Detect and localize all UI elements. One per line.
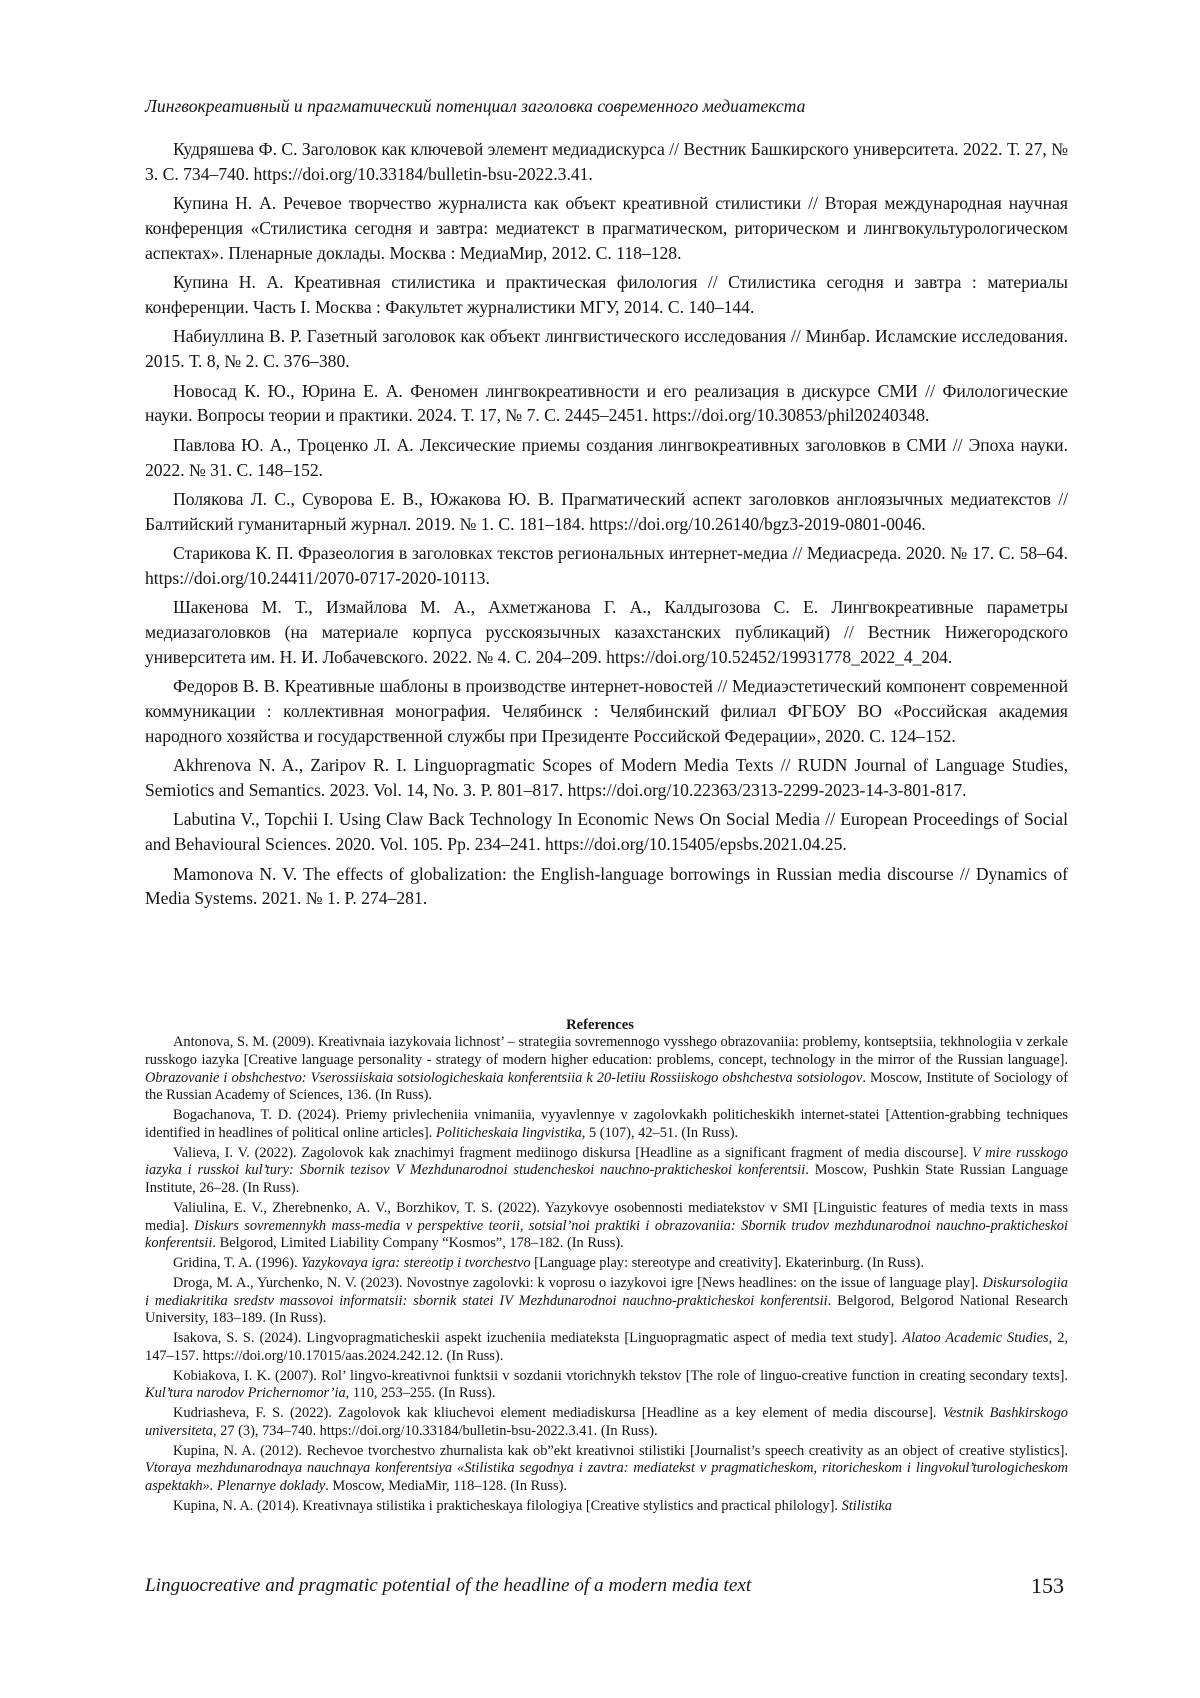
reference-text: Kobiakova, I. K. (2007). Rol’ lingvo-kreativnoi funktsii v sozdanii vtorichnykh tekstov [The role of linguo-creative function in creating secondary texts]. (173, 1367, 1068, 1384)
reference-source-title: Diskurs sovremennykh mass-media v perspektive teorii, sotsial’noi praktiki i obrazovaniia: Sbornik trudov mezhdunarodnoi nauchno-prakticheskoi konferentsii (145, 1217, 1068, 1252)
page-number: 153 (1031, 1573, 1064, 1598)
reference-item (145, 1330, 1068, 1366)
reference-text: , 27 (3), 734–740. https://doi.org/10.33184/bulletin-bsu-2022.3.41. (In Russ). (212, 1422, 658, 1439)
reference-item: Купина Н. А. Креативная стилистика и практическая филология // Стилистика сегодня и завтра : материалы конференции. Часть I. Москва : Факультет журналистики МГУ, 2014. С. 140–144. (145, 272, 1068, 317)
reference-source-title: Stilistika (841, 1497, 892, 1514)
reference-item: Федоров В. В. Креативные шаблоны в производстве интернет-новостей // Медиаэстетический компонент современной коммуникации : коллективная монография. Челябинск : Челябинский филиал ФГБОУ ВО «Российская академия народного хозяйства и государственной службы при Президенте Российской Федерации», 2020. С. 124–152. (145, 676, 1068, 746)
reference-text: . Belgorod, Belgorod National Research University, 183–189. (In Russ). (145, 1292, 1068, 1327)
reference-item: Шакенова М. Т., Измайлова М. А., Ахметжанова Г. А., Калдыгозова С. Е. Лингвокреативные параметры медиазаголовков (на материале корпуса русскоязычных казахстанских публикаций) // Вестник Нижегородского университета им. Н. И. Лобачевского. 2022. № 4. С. 204–209. https://doi.org/10.52452/19931778_2022_4_204. (145, 597, 1068, 667)
reference-item (145, 1405, 1068, 1441)
reference-text: Antonova, S. M. (2009). Kreativnaia iazykovaia lichnost’ – strategiia sovremennogo vysshego obrazovaniia: problemy, kontseptsiia, tekhnologiia v zerkale russkogo iazyka [Creative language personality - strategy of modern higher education: problems, concept, technology in the mirror of the Russian language]. (145, 1034, 1068, 1068)
reference-item (145, 1034, 1068, 1105)
reference-text: Valiulina, E. V., Zherebnenko, A. V., Borzhikov, T. S. (2022). Yazykovye osobennosti mediatekstov v SMI [Linguistic features of media texts in mass media]. (145, 1199, 1068, 1234)
reference-item: Набиуллина В. Р. Газетный заголовок как объект лингвистического исследования // Минбар. Исламские исследования. 2015. Т. 8, № 2. С. 376–380. (145, 326, 1068, 372)
reference-item (145, 1498, 1068, 1516)
reference-source-title: Diskursologiia i mediakritika sredstv massovoi informatsii: sbornik statei IV Mezhdunarodnoi nauchno-prakticheskoi konferentsii (145, 1274, 1068, 1309)
reference-text: Droga, M. A., Yurchenko, N. V. (2023). Novostnye zagolovki: k voprosu o iazykovoi igre [News headlines: on the issue of language play]. (173, 1274, 983, 1291)
reference-item: Старикова К. П. Фразеология в заголовках текстов региональных интернет-медиа // Медиасреда. 2020. № 17. С. 58–64. https://doi.org/10.24411/2070-0717-2020-10113. (145, 543, 1068, 588)
running-footer: Linguocreative and pragmatic potential of the headline of a modern media text (145, 1575, 752, 1596)
references-heading: References (566, 1017, 634, 1033)
russian-reference-list (145, 137, 1068, 916)
reference-text: . Moscow, Pushkin State Russian Language Institute, 26–28. (In Russ). (145, 1162, 1068, 1197)
reference-item: Akhrenova N. A., Zaripov R. I. Linguopragmatic Scopes of Modern Media Texts // RUDN Journal of Language Studies, Semiotics and Semantics. 2023. Vol. 14, No. 3. P. 801–817. https://doi.org/10.22363/2313-2299-2023-14-3-801-817. (145, 755, 1068, 801)
reference-text: Bogachanova, T. D. (2024). Priemy privlecheniia vnimaniia, vyyavlennye v zagolovkakh politicheskikh internet-statei [Attention-grabbing techniques identified in headlines of political online articles]. (145, 1107, 1068, 1141)
reference-text: [Language play: stereotype and creativity]. Ekaterinburg. (In Russ). (530, 1255, 924, 1272)
reference-item: Полякова Л. С., Суворова Е. В., Южакова Ю. В. Прагматический аспект заголовков англоязычных медиатекстов // Балтийский гуманитарный журнал. 2019. № 1. С. 181–184. https://doi.org/10.26140/bgz3-2019-0801-0046. (145, 488, 1068, 534)
english-reference-list (145, 1034, 1068, 1518)
reference-source-title: Kul’tura narodov Prichernomor’ia (145, 1385, 346, 1402)
reference-text: Kupina, N. A. (2014). Kreativnaya stilistika i prakticheskaya filologiya [Creative stylistics and practical philology]. (173, 1497, 842, 1514)
reference-text: Valieva, I. V. (2022). Zagolovok kak znachimyi fragment mediinogo diskursa [Headline as a significant fragment of media discourse]. (173, 1144, 972, 1161)
reference-text: , 2, 147–157. https://doi.org/10.17015/aas.2024.242.12. (In Russ). (145, 1330, 1068, 1364)
reference-item: Labutina V., Topchii I. Using Claw Back Technology In Economic News On Social Media // European Proceedings of Social and Behavioural Sciences. 2020. Vol. 105. Pp. 234–241. https://doi.org/10.15405/epsbs.2021.04.25. (145, 809, 1068, 855)
reference-source-title: V mire russkogo iazyka i russkoi kul’tury: Sbornik tezisov V Mezhdunarodnoi studencheskoi nauchno-prakticheskoi konferentsii (145, 1144, 1068, 1179)
reference-item (145, 1443, 1068, 1496)
reference-item (145, 1275, 1068, 1328)
reference-item (145, 1145, 1068, 1198)
reference-text: Kudriasheva, F. S. (2022). Zagolovok kak kliuchevoi element mediadiskursa [Headline as a key element of media discourse]. (173, 1405, 943, 1422)
reference-text: . Belgorod, Limited Liability Company “Kosmos”, 178–182. (In Russ). (212, 1235, 624, 1252)
reference-item: Новосад К. Ю., Юрина Е. А. Феномен лингвокреативности и его реализация в дискурсе СМИ // Филологические науки. Вопросы теории и практики. 2024. Т. 17, № 7. С. 2445–2451. https://doi.org/10.30853/phil20240348. (145, 380, 1068, 426)
reference-source-title: Alatoo Academic Studies (902, 1330, 1049, 1347)
reference-item (145, 1255, 1068, 1273)
reference-source-title: Politicheskaia lingvistika (435, 1124, 582, 1141)
reference-source-title: Vestnik Bashkirskogo universiteta (145, 1405, 1068, 1439)
reference-source-title: Obrazovanie i obshchestvo: Vserossiiskaia sotsiologicheskaia konferentsiia k 20-letiiu Rossiiskogo obshchestva sotsiologov (145, 1069, 863, 1086)
reference-item (145, 1368, 1068, 1404)
reference-text: , 110, 253–255. (In Russ). (345, 1385, 496, 1402)
reference-text: . Moscow, Institute of Sociology of the Russian Academy of Sciences, 136. (In Russ). (145, 1069, 1068, 1104)
reference-text: Kupina, N. A. (2012). Rechevoe tvorchestvo zhurnalista kak ob”ekt kreativnoi stilistiki [Journalist’s speech creativity as an object of creative stylistics]. (173, 1442, 1068, 1459)
reference-item: Купина Н. А. Речевое творчество журналиста как объект креативной стилистики // Вторая международная научная конференция «Стилистика сегодня и завтра: медиатекст в прагматическом, риторическом и лингвокультурологическом аспектах». Пленарные доклады. Москва : МедиаМир, 2012. С. 118–128. (145, 193, 1068, 263)
reference-text: . Moscow, MediaMir, 118–128. (In Russ). (325, 1478, 568, 1495)
reference-item: Павлова Ю. А., Троценко Л. А. Лексические приемы создания лингвокреативных заголовков в СМИ // Эпоха науки. 2022. № 31. С. 148–152. (145, 434, 1068, 480)
reference-text: , 5 (107), 42–51. (In Russ). (581, 1124, 739, 1141)
reference-text: Gridina, T. A. (1996). (173, 1255, 302, 1272)
reference-item: Mamonova N. V. The effects of globalization: the English-language borrowings in Russian media discourse // Dynamics of Media Systems. 2021. № 1. P. 274–281. (145, 863, 1068, 909)
reference-item (145, 1200, 1068, 1253)
reference-text: Isakova, S. S. (2024). Lingvopragmaticheskii aspekt izucheniia mediateksta [Linguopragmatic aspect of media text study]. (173, 1330, 903, 1347)
reference-source-title: Yazykovaya igra: stereotip i tvorchestvo (301, 1255, 531, 1272)
reference-source-title: Vtoraya mezhdunarodnaya nauchnaya konferentsiya «Stilistika segodnya i zavtra: mediatekst v pragmaticheskom, ritoricheskom i lingvokul’turologicheskom aspektakh». Plenarnye doklady (145, 1460, 1068, 1495)
reference-item: Кудряшева Ф. С. Заголовок как ключевой элемент медиадискурса // Вестник Башкирского университета. 2022. Т. 27, № 3. С. 734–740. https://doi.org/10.33184/bulletin-bsu-2022.3.41. (145, 139, 1068, 184)
running-header: Лингвокреативный и прагматический потенциал заголовка современного медиатекста (145, 96, 806, 116)
reference-item (145, 1107, 1068, 1143)
